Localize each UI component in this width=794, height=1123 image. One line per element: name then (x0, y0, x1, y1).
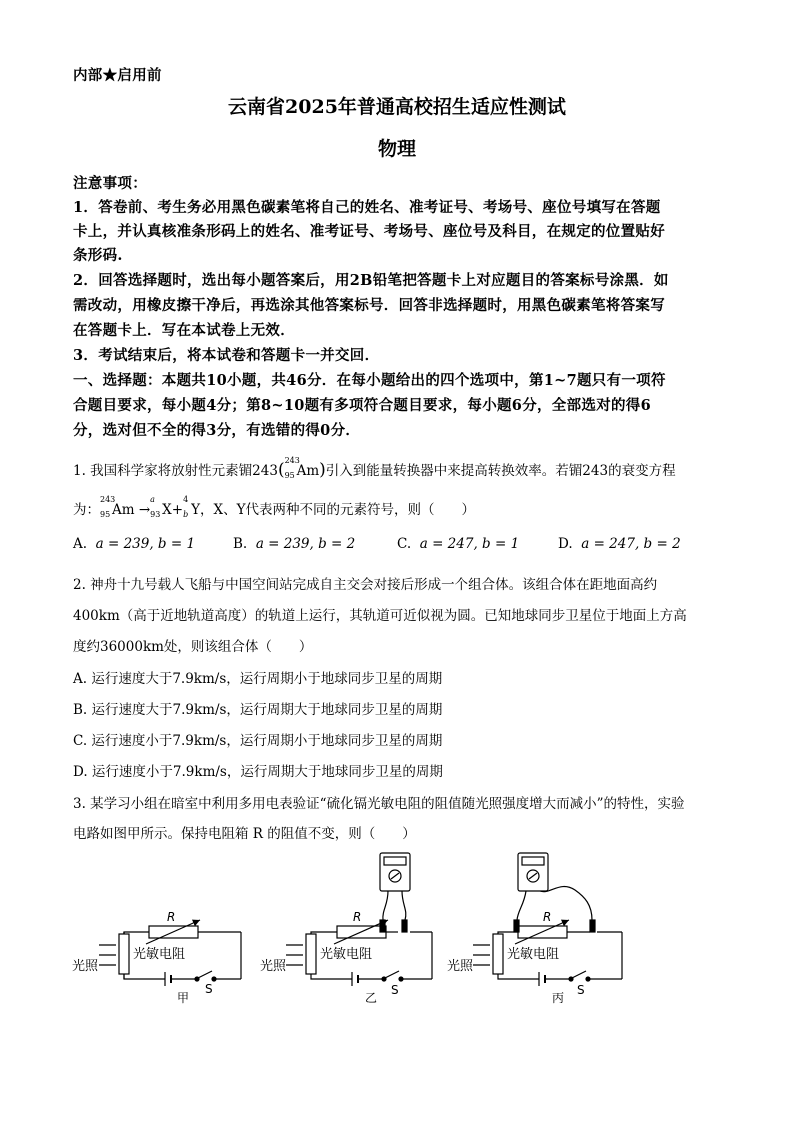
jia-caption: 甲 (177, 991, 190, 1005)
q1-stem: 1. 我国科学家将放射性元素镅243( 243 95 Am)引入到能量转换器中来提高转换效率。若镅243的衰变方程 (73, 456, 676, 480)
notes-heading: 注意事项： (73, 175, 147, 192)
q1-arrow: → (138, 502, 151, 518)
bing-light-label: 光照 (447, 959, 474, 974)
q2-option-d: D. 运行速度小于7.9km/s，运行周期大于地球同步卫星的周期 (73, 764, 443, 780)
yi-resistor-label: 光敏电阻 (320, 947, 373, 962)
note-2-line-2: 需改动，用橡皮擦干净后，再选涂其他答案标号．回答非选择题时，用黑色碳素笔将答案写 (73, 297, 665, 314)
jia-r-label: R (167, 910, 176, 924)
q1-option-d: D. a = 247, b = 2 (558, 536, 681, 552)
yi-r-label: R (353, 910, 362, 924)
note-1-line-2: 卡上，并认真核准条形码上的姓名、准考证号、考场号、座位号及科目，在规定的位置贴好 (73, 223, 665, 240)
bing-caption: 丙 (552, 991, 565, 1005)
q1-mass-outer: 243 (252, 463, 278, 479)
q2-line-2: 400km（高于近地轨道高度）的轨道上运行，其轨道可近似视为圆。已知地球同步卫星位于地面上方高 (73, 608, 687, 624)
q1-equation: 为： 243 95 Am → a 93 X+ 4 b Y，X、Y代表两种不同的元素符号，则（ ） (73, 495, 476, 519)
exam-title: 云南省2025年普通高校招生适应性测试 (228, 96, 566, 118)
q2-option-c: C. 运行速度小于7.9km/s，运行周期小于地球同步卫星的周期 (73, 733, 443, 749)
bing-switch-label: S (577, 983, 585, 997)
q1-option-a: A. a = 239, b = 1 (73, 536, 196, 552)
section1-line-2: 合题目要求，每小题4分；第8~10题有多项符合题目要求，每小题6分，全部选对的得6 (73, 397, 651, 414)
note-1-line-3: 条形码. (73, 247, 123, 264)
subject-title: 物理 (377, 138, 416, 160)
note-2-line-1: 2．回答选择题时，选出每小题答案后，用2B铅笔把答题卡上对应题目的答案标号涂黑．如 (73, 272, 669, 289)
jia-light-label: 光照 (72, 959, 99, 974)
q1-stem-c: ，X、Y代表两种不同的元素符号，则（ ） (200, 502, 476, 518)
confidential-label: 内部★启用前 (73, 67, 162, 84)
q1-stem-b: 引入到能量转换器中来提高转换效率。若镅243的衰变方程 (325, 463, 676, 479)
section1-line-1: 一、选择题：本题共10小题，共46分．在每小题给出的四个选项中，第1~7题只有一项符 (73, 372, 666, 389)
q2-line-3: 度约36000km处，则该组合体（ ） (73, 639, 313, 655)
jia-resistor-label: 光敏电阻 (133, 947, 186, 962)
note-3: 3．考试结束后，将本试卷和答题卡一并交回． (73, 347, 380, 364)
bing-resistor-label: 光敏电阻 (507, 947, 560, 962)
q3-line-2: 电路如图甲所示。保持电阻箱 R 的阻值不变，则（ ） (73, 826, 416, 842)
yi-switch-label: S (391, 983, 399, 997)
yi-light-label: 光照 (260, 959, 287, 974)
yi-caption: 乙 (365, 991, 378, 1005)
q2-line-1: 2. 神舟十九号载人飞船与中国空间站完成自主交会对接后形成一个组合体。该组合体在距地面高约 (73, 577, 658, 593)
q1-option-b: B. a = 239, b = 2 (233, 536, 356, 552)
section1-line-3: 分，选对但不全的得3分，有选错的得0分． (73, 422, 361, 439)
q2-option-a: A. 运行速度大于7.9km/s，运行周期小于地球同步卫星的周期 (73, 671, 443, 687)
q1-option-c: C. a = 247, b = 1 (397, 536, 520, 552)
note-2-line-3: 在答题卡上．写在本试卷上无效． (73, 322, 295, 339)
q1-stem-a: 1. 我国科学家将放射性元素镅 (73, 463, 253, 479)
q3-line-1: 3. 某学习小组在暗室中利用多用电表验证“硫化镉光敏电阻的阻值随光照强度增大而减小”的特性，实验 (73, 796, 685, 812)
bing-r-label: R (543, 910, 552, 924)
note-1-line-1: 1．答卷前、考生务必用黑色碳素笔将自己的姓名、准考证号、考场号、座位号填写在答题 (73, 199, 661, 216)
jia-switch-label: S (205, 982, 213, 996)
q2-option-b: B. 运行速度大于7.9km/s，运行周期大于地球同步卫星的周期 (73, 702, 443, 718)
q1-nuclide: 243 95 Am (284, 456, 320, 480)
